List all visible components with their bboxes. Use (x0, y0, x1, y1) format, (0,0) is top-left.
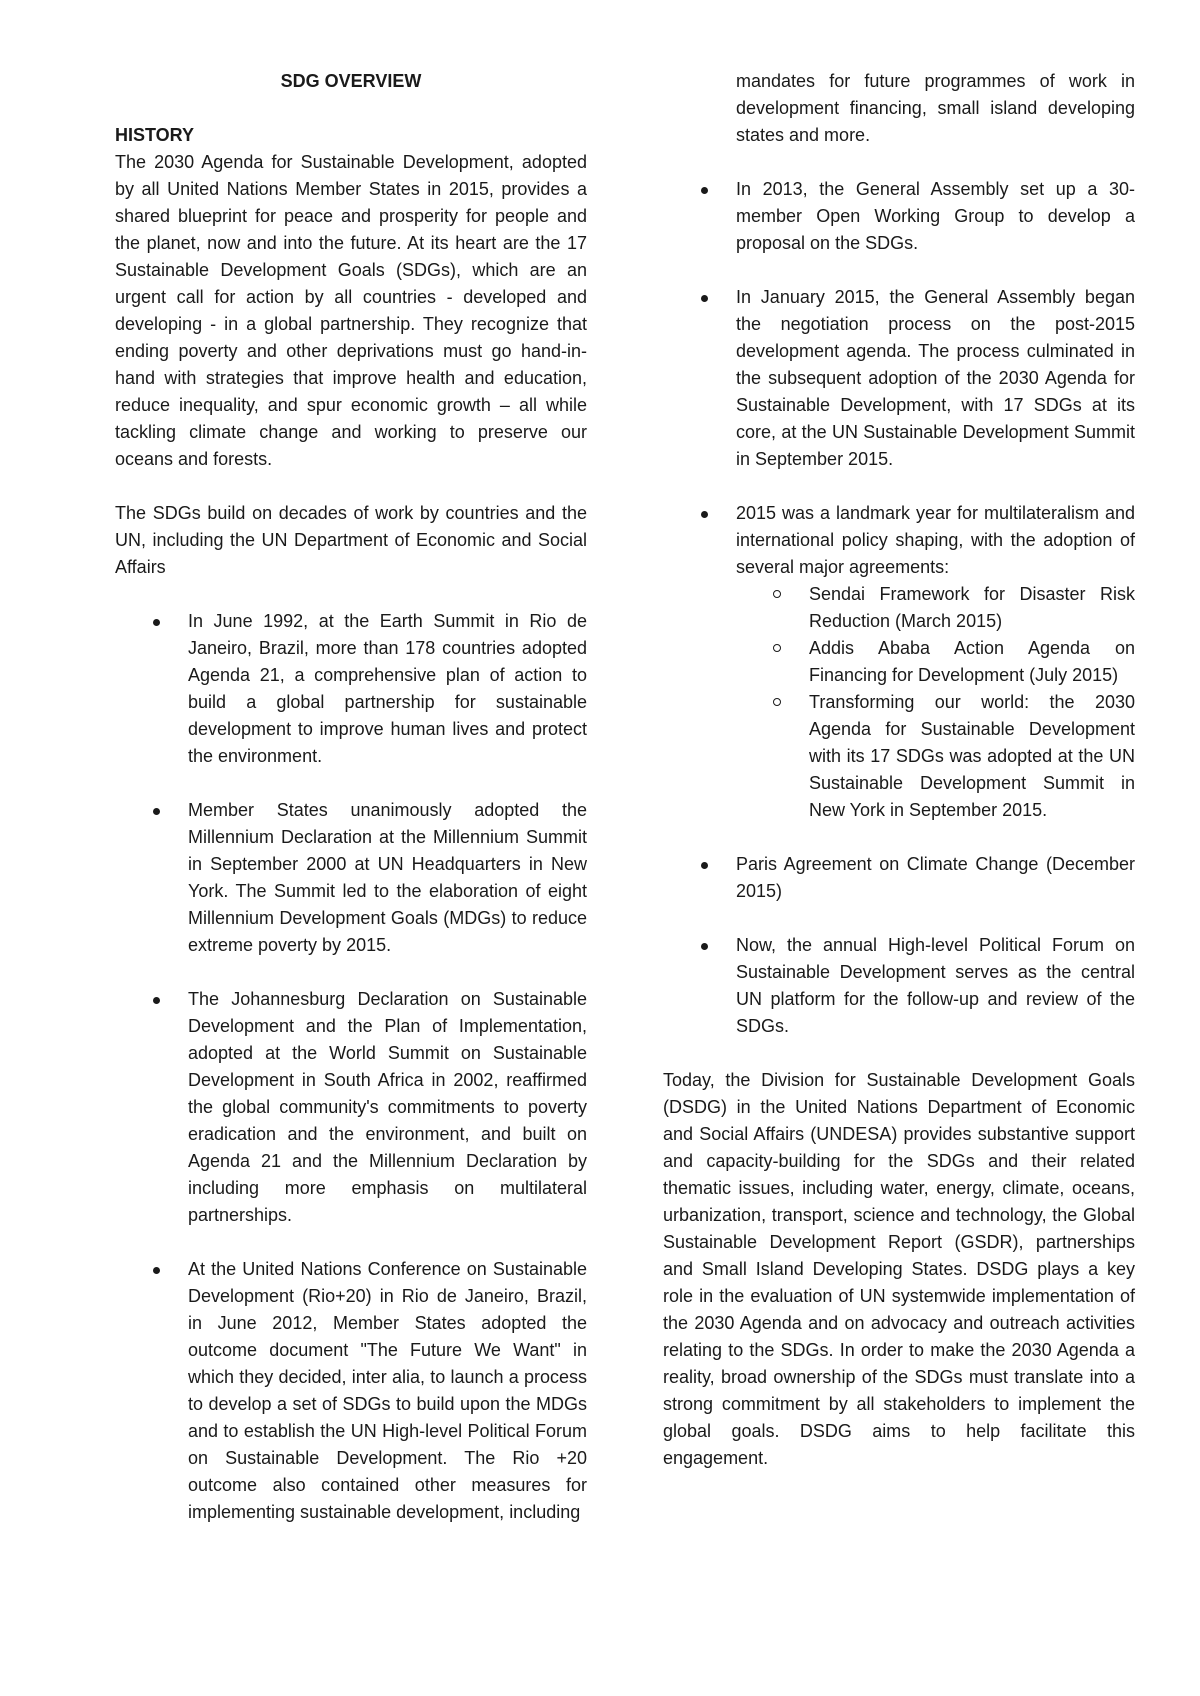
list-item (115, 608, 587, 770)
continuation-text: mandates for future programmes of work in development financing, small island developing states and more. (736, 71, 1135, 145)
bullet-icon (153, 808, 160, 815)
bullet-text: At the United Nations Conference on Sustainable Development (Rio+20) in Rio de Janeiro, Brazil, in June 2012, Member States adopted the outcome document "The Future We Want" in which they decided, inter alia, to launch a process to develop a set of SDGs to build upon the MDGs and to establish the UN High-level Political Forum on Sustainable Development. The Rio +20 outcome also contained other measures for implementing sustainable development, including (188, 1259, 587, 1522)
bullet-icon (153, 1267, 160, 1274)
sub-list-item (736, 689, 1135, 824)
bullet-text: In January 2015, the General Assembly began the negotiation process on the post-2015 development agenda. The process culminated in the subsequent adoption of the 2030 Agenda for Sustainable Development, with 17 SDGs at its core, at the UN Sustainable Development Summit in September 2015. (736, 287, 1135, 469)
circle-bullet-icon (773, 644, 781, 652)
list-item (663, 500, 1135, 824)
history-bullet-list (115, 608, 587, 1526)
left-column (115, 68, 587, 1526)
list-item (663, 851, 1135, 905)
bullet-text: Now, the annual High-level Political Forum on Sustainable Development serves as the central UN platform for the follow-up and review of the SDGs. (736, 935, 1135, 1036)
bullet-text: 2015 was a landmark year for multilateralism and international policy shaping, with the adoption of several major agreements: (736, 503, 1135, 577)
list-item (115, 986, 587, 1229)
bullet-text: In June 1992, at the Earth Summit in Rio de Janeiro, Brazil, more than 178 countries adopted Agenda 21, a comprehensive plan of action to build a global partnership for sustainable development to improve human lives and protect the environment. (188, 611, 587, 766)
intro-paragraph: The 2030 Agenda for Sustainable Development, adopted by all United Nations Member States in 2015, provides a shared blueprint for peace and prosperity for people and the planet, now and into the future. At its heart are the 17 Sustainable Development Goals (SDGs), which are an urgent call for action by all countries - developed and developing - in a global partnership. They recognize that ending poverty and other deprivations must go hand-in-hand with strategies that improve health and education, reduce inequality, and spur economic growth – all while tackling climate change and working to preserve our oceans and forests. (115, 152, 587, 469)
bullet-text: Member States unanimously adopted the Millennium Declaration at the Millennium Summit in September 2000 at UN Headquarters in New York. The Summit led to the elaboration of eight Millennium Development Goals (MDGs) to reduce extreme poverty by 2015. (188, 800, 587, 955)
bullet-icon (153, 619, 160, 626)
list-item (663, 932, 1135, 1040)
sub-item-text: Transforming our world: the 2030 Agenda for Sustainable Development with its 17 SDGs was adopted at the UN Sustainable Development Summit in New York in September 2015. (809, 692, 1135, 820)
bullet-text: The Johannesburg Declaration on Sustainable Development and the Plan of Implementation, adopted at the World Summit on Sustainable Development in South Africa in 2002, reaffirmed the global community's commitments to poverty eradication and the environment, and built on Agenda 21 and the Millennium Declaration by including more emphasis on multilateral partnerships. (188, 989, 587, 1225)
bullet-icon (701, 943, 708, 950)
sub-list-item (736, 581, 1135, 635)
timeline-bullet-list (663, 176, 1135, 1040)
sub-item-text: Sendai Framework for Disaster Risk Reduction (March 2015) (809, 584, 1135, 631)
build-paragraph: The SDGs build on decades of work by countries and the UN, including the UN Department of Economic and Social Affairs (115, 503, 587, 577)
list-item (663, 284, 1135, 473)
list-item (115, 1256, 587, 1526)
bullet-icon (701, 862, 708, 869)
bullet-text: In 2013, the General Assembly set up a 30-member Open Working Group to develop a proposal on the SDGs. (736, 179, 1135, 253)
today-paragraph: Today, the Division for Sustainable Development Goals (DSDG) in the United Nations Department of Economic and Social Affairs (UNDESA) provides substantive support and capacity-building for the SDGs and their related thematic issues, including water, energy, climate, oceans, urbanization, transport, science and technology, the Global Sustainable Development Report (GSDR), partnerships and Small Island Developing States. DSDG plays a key role in the evaluation of UN systemwide implementation of the 2030 Agenda and on advocacy and outreach activities relating to the SDGs. In order to make the 2030 Agenda a reality, broad ownership of the SDGs must translate into a strong commitment by all stakeholders to implement the global goals. DSDG aims to help facilitate this engagement. (663, 1070, 1135, 1468)
list-item (663, 176, 1135, 257)
bullet-icon (701, 511, 708, 518)
history-heading: HISTORY (115, 125, 195, 145)
sub-list-item (736, 635, 1135, 689)
circle-bullet-icon (773, 698, 781, 706)
bullet-icon (701, 295, 708, 302)
right-column (663, 68, 1135, 1472)
document-title: SDG OVERVIEW (280, 71, 422, 91)
list-item (115, 797, 587, 959)
circle-bullet-icon (773, 590, 781, 598)
bullet-icon (701, 187, 708, 194)
bullet-icon (153, 997, 160, 1004)
bullet-text: Paris Agreement on Climate Change (December 2015) (736, 854, 1135, 901)
agreements-sublist (736, 581, 1135, 824)
sub-item-text: Addis Ababa Action Agenda on Financing for Development (July 2015) (809, 638, 1135, 685)
